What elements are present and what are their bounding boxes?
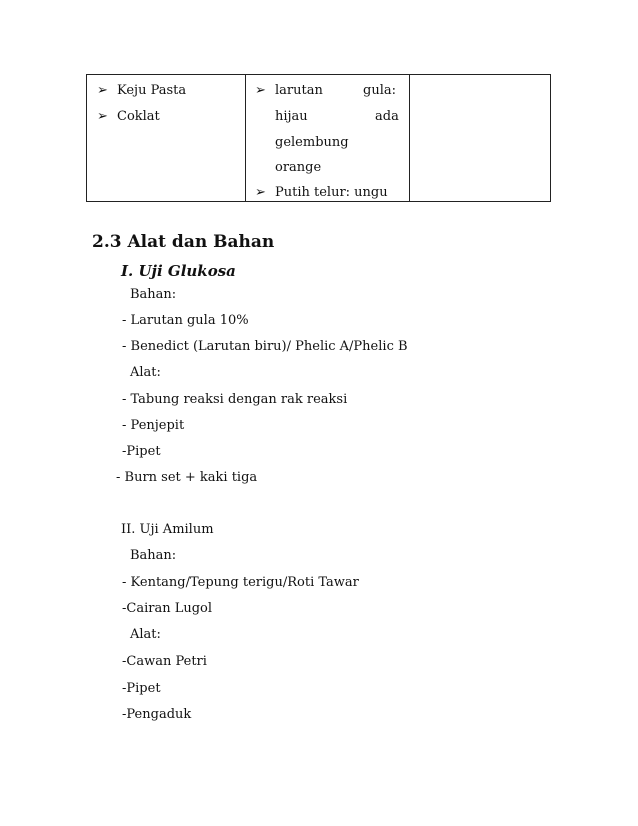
text-line: - Tabung reaksi dengan rak reaksi (122, 392, 348, 407)
table-cell-samples: ➢ Keju Pasta ➢ Coklat (97, 83, 187, 124)
section-heading: 2.3 Alat dan Bahan (92, 232, 275, 252)
text-line: -Cawan Petri (122, 654, 207, 669)
results-table (86, 74, 551, 202)
arrow-bullet-icon: ➢ (97, 83, 108, 98)
text-line: -Pipet (122, 444, 161, 459)
table-cell-empty (409, 75, 550, 201)
arrow-bullet-icon: ➢ (255, 185, 266, 200)
text-line: - Penjepit (122, 418, 185, 433)
text-line: - Burn set + kaki tiga (116, 470, 258, 485)
subsection-title-glukosa: I. Uji Glukosa (121, 262, 236, 280)
arrow-bullet-icon: ➢ (97, 109, 108, 124)
text-line: - Benedict (Larutan biru)/ Phelic A/Phelic B (122, 339, 408, 354)
text-line: -Pengaduk (122, 707, 192, 722)
text-line: Bahan: (130, 548, 177, 563)
table-cell-results: ➢ larutan gula: hijau ada gelembung orange ➢ Putih telur: ungu (255, 83, 399, 200)
text-line: Alat: (130, 365, 161, 380)
text-line: -Cairan Lugol (122, 601, 213, 616)
subsection-title-amilum: II. Uji Amilum (121, 522, 214, 537)
arrow-bullet-icon: ➢ (255, 83, 266, 98)
text-line: -Pipet (122, 681, 161, 696)
text-line: Bahan: (130, 287, 177, 302)
text-line: Alat: (130, 627, 161, 642)
text-line: - Kentang/Tepung terigu/Roti Tawar (122, 575, 359, 590)
text-line: - Larutan gula 10% (122, 313, 249, 328)
